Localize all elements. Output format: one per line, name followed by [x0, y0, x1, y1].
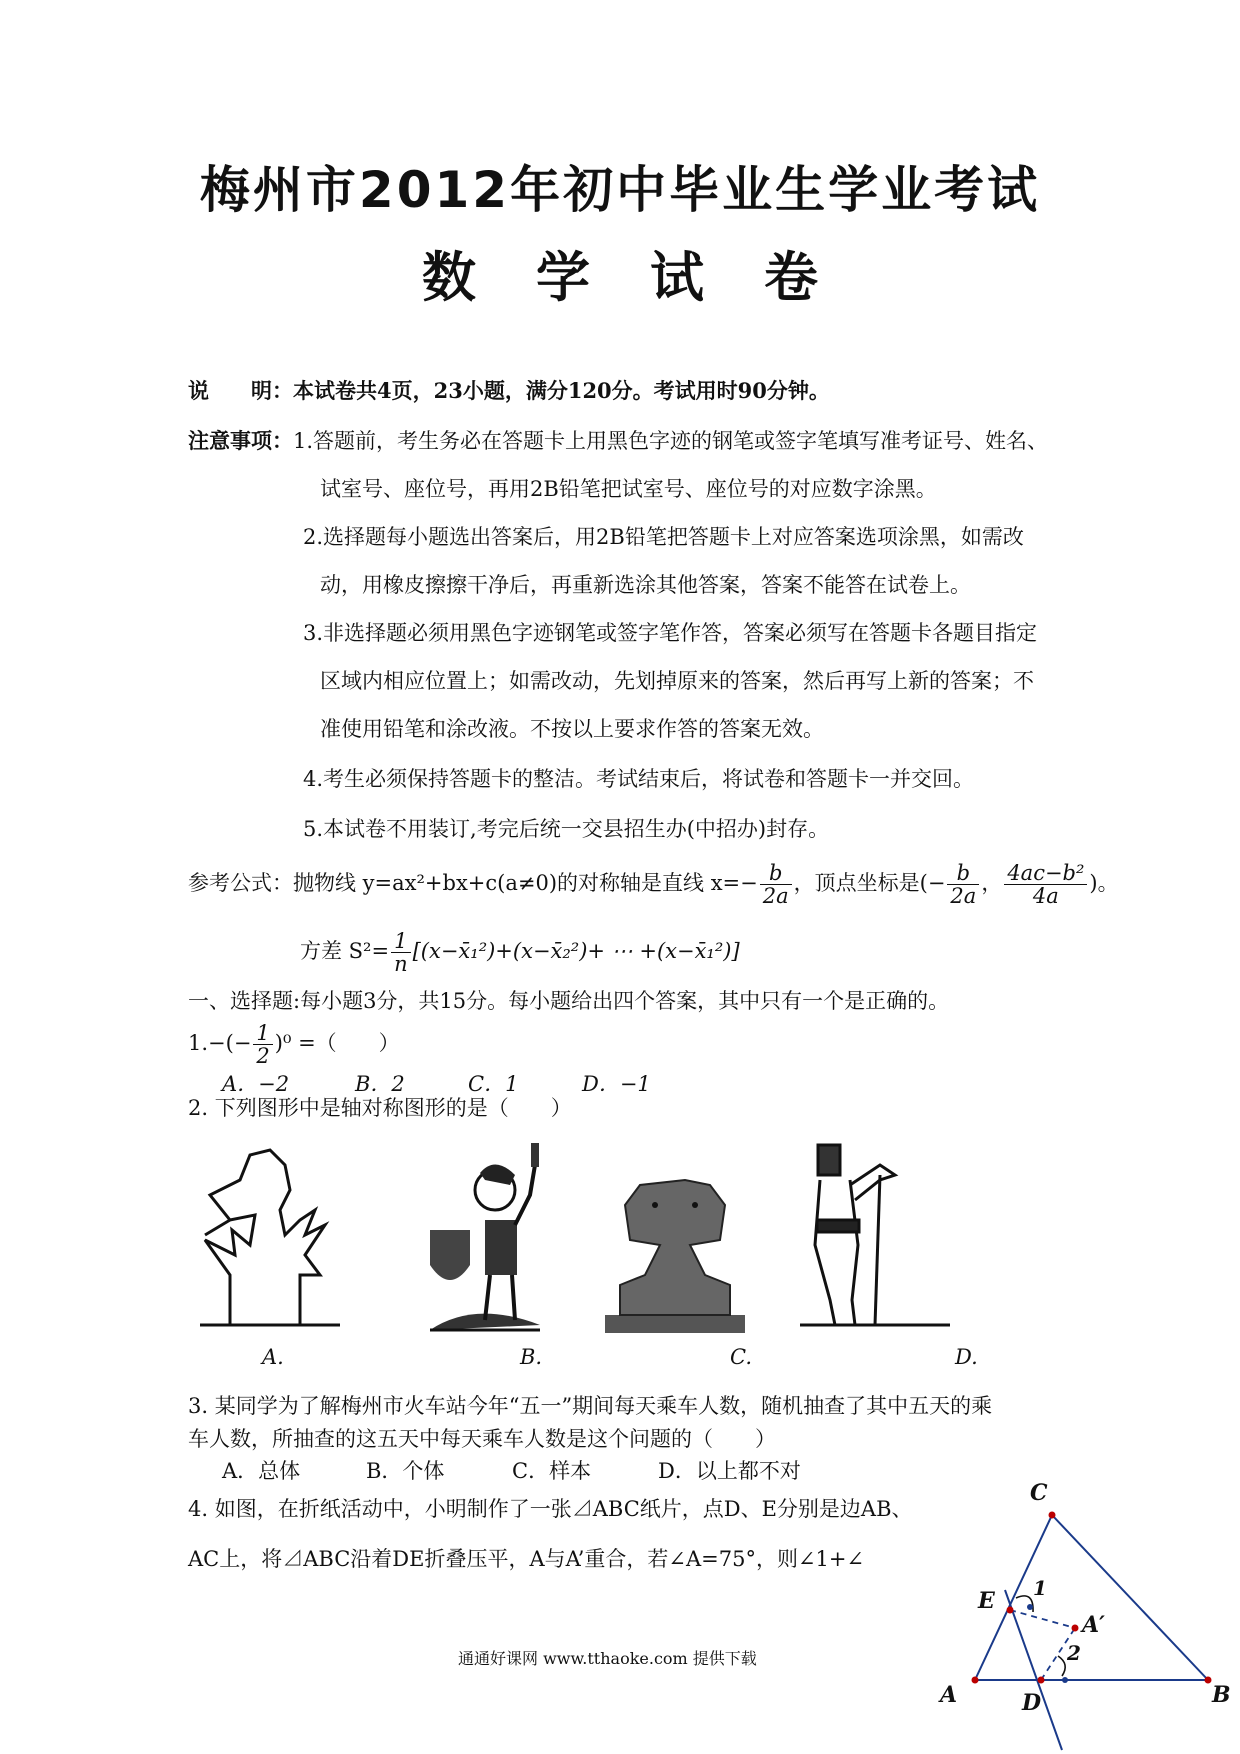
attention-label: 注意事项： — [188, 428, 293, 453]
attention-item-1: 1.答题前，考生务必在答题卡上用黑色字迹的钢笔或签字笔填写准考证号、姓名、 — [293, 429, 1049, 453]
q4-triangle-figure — [930, 1470, 1240, 1754]
attention-line-1 — [188, 425, 1048, 455]
footer-text: 通通好课网 www.tthaoke.com 提供下载 — [458, 1649, 757, 1668]
vertex-y-fraction — [1004, 862, 1087, 907]
q3-line-1: 3. 某同学为了解梅州市火车站今年“五一”期间每天乘车人数，随机抽查了其中五天的乘 — [188, 1394, 993, 1418]
vertex-y-den: 4a — [1032, 884, 1059, 909]
point-a — [972, 1677, 979, 1684]
q2-label-b: B. — [520, 1345, 543, 1369]
variance-den: n — [394, 952, 408, 977]
q3-option-b: B．个体 — [366, 1459, 445, 1483]
note-label: 说 明： — [188, 378, 293, 403]
variance-num: 1 — [391, 930, 411, 953]
point-c — [1049, 1512, 1056, 1519]
axis-num: b — [760, 862, 792, 885]
label-angle-2: 2 — [1067, 1641, 1081, 1665]
vertex-end: )。 — [1089, 871, 1119, 896]
q1-option-c: C．1 — [468, 1072, 519, 1096]
fold-edge-ea — [1010, 1610, 1075, 1628]
variance-prefix: 方差 S²= — [300, 939, 390, 964]
vertex-comma: ， — [981, 871, 1003, 896]
exam-subtitle: 数学试卷 — [422, 246, 878, 309]
section1-heading: 一、选择题:每小题3分，共15分。每小题给出四个答案，其中只有一个是正确的。 — [188, 989, 950, 1013]
formula-line — [188, 862, 1119, 907]
point-e — [1007, 1607, 1014, 1614]
attention-item-2b: 动，用橡皮擦擦干净后，再重新选涂其他答案，答案不能答在试卷上。 — [320, 573, 971, 597]
note-line — [188, 375, 830, 405]
label-a: A — [940, 1682, 958, 1708]
q3-option-d: D．以上都不对 — [658, 1459, 801, 1483]
q1-frac-den: 2 — [256, 1044, 270, 1069]
parabola-text: 抛物线 y=ax²+bx+c(a≠0)的对称轴是直线 x=− — [293, 871, 758, 896]
q1-fraction — [253, 1022, 272, 1067]
attention-item-4: 4.考生必须保持答题卡的整洁。考试结束后，将试卷和答题卡一并交回。 — [303, 767, 975, 791]
q4-line-2: AC上，将⊿ABC沿着DE折叠压平，A与A’重合，若∠A=75°，则∠1+∠ — [188, 1547, 865, 1571]
attention-item-2: 2.选择题每小题选出答案后，用2B铅笔把答题卡上对应答案选项涂黑，如需改 — [303, 525, 1024, 549]
q1-option-b: B．2 — [355, 1072, 405, 1096]
vertex-text: ，顶点坐标是(− — [793, 871, 946, 896]
q1-option-a: A．−2 — [222, 1072, 290, 1096]
axis-den: 2a — [762, 884, 789, 909]
label-angle-1: 1 — [1033, 1576, 1047, 1600]
q1-suffix: )⁰ =（ ） — [274, 1031, 400, 1056]
fold-line-de — [1005, 1590, 1062, 1750]
q4-line-1: 4. 如图，在折纸活动中，小明制作了一张⊿ABC纸片，点D、E分别是边AB、 — [188, 1497, 913, 1521]
point-a-prime — [1072, 1625, 1079, 1632]
angle-1-mark — [1027, 1604, 1033, 1610]
vertex-x-num: b — [947, 862, 979, 885]
figure-d-singer-icon — [800, 1145, 950, 1325]
vertex-y-num: 4ac−b² — [1004, 862, 1087, 885]
variance-body: [(x−x̄₁²)+(x−x̄₂²)+ ⋯ +(x−x̄₁²)] — [412, 939, 740, 964]
q1-stem — [188, 1022, 400, 1067]
vertex-x-den: 2a — [950, 884, 977, 909]
attention-item-3b: 区域内相应位置上；如需改动，先划掉原来的答案，然后再写上新的答案；不 — [320, 669, 1034, 693]
formula-label: 参考公式： — [188, 871, 293, 896]
variance-line — [300, 930, 740, 975]
label-e: E — [978, 1588, 995, 1614]
q2-figures — [190, 1125, 1070, 1340]
figure-b-shield-figure-icon — [430, 1143, 540, 1330]
figure-c-dog-icon — [605, 1180, 745, 1333]
q1-prefix: 1.−(− — [188, 1031, 252, 1056]
q2-label-c: C. — [730, 1345, 752, 1369]
angle-2-arc — [1058, 1656, 1065, 1676]
axis-fraction — [760, 862, 792, 907]
label-c: C — [1030, 1480, 1048, 1506]
q1-frac-num: 1 — [253, 1022, 272, 1045]
vertex-x-fraction — [947, 862, 979, 907]
q3-line-2: 车人数，所抽查的这五天中每天乘车人数是这个问题的（ ） — [188, 1427, 776, 1451]
note-text: 本试卷共4页，23小题，满分120分。考试用时90分钟。 — [293, 378, 830, 403]
q2-label-a: A. — [262, 1345, 284, 1369]
q1-option-d: D．−1 — [582, 1072, 651, 1096]
attention-item-3: 3.非选择题必须用黑色字迹钢笔或签字笔作答，答案必须写在答题卡各题目指定 — [303, 621, 1038, 645]
q2-label-d: D. — [955, 1345, 978, 1369]
q3-option-c: C．样本 — [512, 1459, 592, 1483]
label-a-prime: A′ — [1082, 1612, 1105, 1638]
attention-item-1b: 试室号、座位号，再用2B铅笔把试室号、座位号的对应数字涂黑。 — [320, 477, 937, 501]
q3-option-a: A．总体 — [222, 1459, 301, 1483]
angle-2-mark — [1062, 1677, 1068, 1683]
point-b — [1205, 1677, 1212, 1684]
attention-item-3c: 准使用铅笔和涂改液。不按以上要求作答的答案无效。 — [320, 717, 824, 741]
figure-a-tree-icon — [200, 1150, 340, 1325]
label-b: B — [1212, 1682, 1231, 1708]
exam-title: 梅州市2012年初中毕业生学业考试 — [199, 161, 1041, 219]
variance-fraction — [391, 930, 411, 975]
q2-stem: 2. 下列图形中是轴对称图形的是（ ） — [188, 1096, 572, 1120]
label-d: D — [1022, 1690, 1042, 1716]
point-d — [1038, 1677, 1045, 1684]
attention-item-5: 5.本试卷不用装订,考完后统一交县招生办(中招办)封存。 — [303, 817, 830, 841]
